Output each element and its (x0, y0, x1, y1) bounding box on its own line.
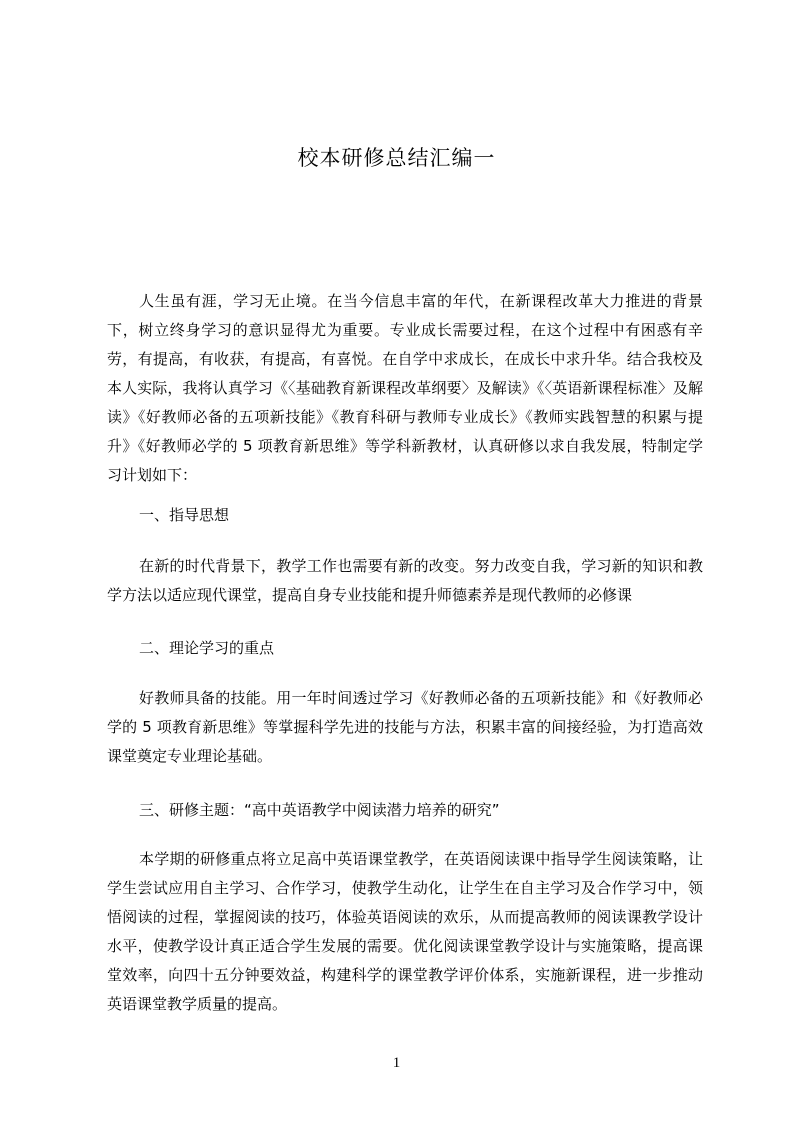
section-heading-theory: 二、理论学习的重点 (139, 639, 275, 657)
page-number: 1 (392, 1055, 401, 1071)
document-title: 校本研修总结汇编一 (297, 146, 496, 170)
theory-paragraph: 好教师具备的技能。用一年时间透过学习《好教师必备的五项新技能》和《好教师必学的 5 项教育新思维》等掌握科学先进的技能与方法，积累丰富的间接经验，为打造高效课堂奠定专业理论基础。 (107, 689, 703, 765)
topic-paragraph: 本学期的研修重点将立足高中英语课堂教学，在英语阅读课中指导学生阅读策略，让学生尝试应用自主学习、合作学习，使教学生动化，让学生在自主学习及合作学习中，领悟阅读的过程，掌握阅读的技巧，体验英语阅读的欢乐，从而提高教师的阅读课教学设计水平，使教学设计真正适合学生发展的需要。优化阅读课堂教学设计与实施策略，提高课堂效率，向四十五分钟要效益，构建科学的课堂教学评价体系，实施新课程，进一步推动英语课堂教学质量的提高。 (107, 850, 703, 1013)
section-heading-topic: 三、研修主题：“高中英语教学中阅读潜力培养的研究” (139, 801, 500, 819)
intro-paragraph: 人生虽有涯，学习无止境。在当今信息丰富的年代，在新课程改革大力推进的背景下，树立终身学习的意识显得尤为重要。专业成长需要过程，在这个过程中有困惑有辛劳，有提高，有收获，有提高，有喜悦。在自学中求成长，在成长中求升华。结合我校及本人实际，我将认真学习《〈基础教育新课程改革纲要〉及解读》《〈英语新课程标准〉及解读》《好教师必备的五项新技能》《教育科研与教师专业成长》《教师实践智慧的积累与提升》《好教师必学的 5 项教育新思维》等学科新教材，认真研修以求自我发展，特制定学习计划如下： (107, 292, 703, 484)
guiding-paragraph: 在新的时代背景下，教学工作也需要有新的改变。努力改变自我，学习新的知识和教学方法以适应现代课堂，提高自身专业技能和提升师德素养是现代教师的必修课 (107, 557, 703, 604)
section-heading-guiding: 一、指导思想 (139, 506, 230, 524)
